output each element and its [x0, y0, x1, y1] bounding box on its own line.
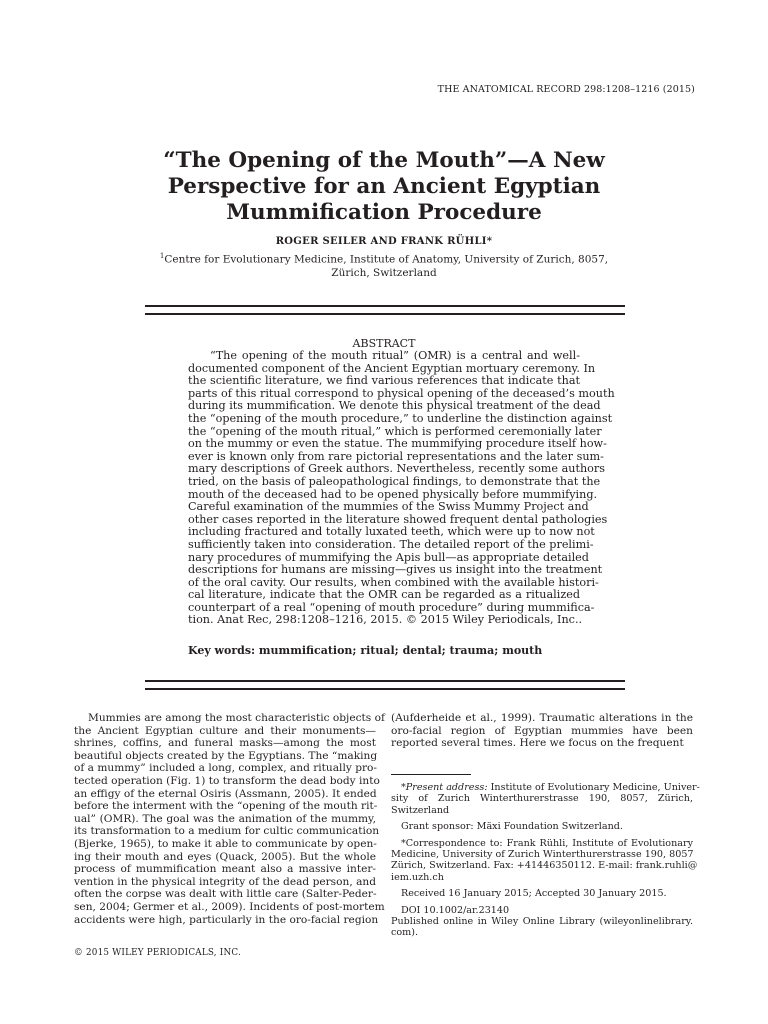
abstract-line: documented component of the Ancient Egyptian mortuary ceremony. In	[188, 361, 596, 375]
affiliation-marker: 1	[159, 252, 165, 260]
footnote-line: Medicine, University of Zurich Winterthurerstrasse 190, 8057	[391, 849, 694, 861]
body-line: vention in the physical integrity of the dead person, and	[74, 875, 376, 888]
footnote-line: Switzerland	[391, 804, 450, 816]
abstract-line: the scientific literature, we find various references that indicate that	[188, 374, 580, 388]
keywords: Key words: mummification; ritual; dental; trauma; mouth	[188, 644, 543, 657]
abstract-line: nary procedures of mummifying the Apis bull—as appropriate detailed	[188, 550, 589, 564]
received-date: Received 16 January 2015; Accepted 30 January 2015.	[401, 888, 667, 900]
title-line: Mummification Procedure	[226, 200, 542, 225]
abstract-line: mary descriptions of Greek authors. Nevertheless, recently some authors	[188, 462, 605, 476]
body-line: (Aufderheide et al., 1999). Traumatic alterations in the	[391, 712, 693, 724]
body-line: shrines, coffins, and funeral masks—among the most	[74, 737, 376, 750]
doi: DOI 10.1002/ar.23140	[401, 904, 510, 916]
abstract-line: the “opening of the mouth ritual,” which is performed ceremonially later	[188, 424, 602, 438]
footnote-rule	[391, 774, 471, 775]
affiliation-text: Centre for Evolutionary Medicine, Institute of Anatomy, University of Zurich, 8057,	[164, 253, 609, 266]
top-rule	[145, 313, 625, 315]
body-line: process of mummification meant also a massive inter-	[74, 863, 376, 876]
affiliation-line: Zürich, Switzerland	[331, 266, 437, 279]
abstract-line: on the mummy or even the statue. The mummifying procedure itself how-	[188, 437, 607, 451]
top-rule	[145, 305, 625, 307]
body-right-column	[391, 712, 693, 750]
copyright: © 2015 WILEY PERIODICALS, INC.	[74, 948, 241, 958]
footnote-line: sity of Zurich Winterthurerstrasse 190, 8057, Zürich,	[391, 793, 693, 805]
body-line: an effigy of the eternal Osiris (Assmann, 2005). It ended	[74, 787, 377, 800]
grant-sponsor: Grant sponsor: Mäxi Foundation Switzerland.	[401, 821, 623, 833]
abstract-line: during its mummification. We denote this physical treatment of the dead	[188, 399, 601, 413]
footnote-line: com).	[391, 927, 419, 939]
present-address-label: Present address:	[405, 782, 488, 793]
authors: ROGER SEILER AND FRANK RÜHLI*	[275, 236, 493, 247]
body-line: beautiful objects created by the Egyptians. The “making	[74, 749, 378, 762]
body-line: before the interment with the “opening of the mouth rit-	[74, 800, 378, 813]
abstract-line: the “opening of the mouth procedure,” to underline the distinction against	[188, 411, 613, 425]
journal-reference: THE ANATOMICAL RECORD 298:1208–1216 (2015)	[437, 84, 695, 95]
abstract-line: mouth of the deceased had to be opened physically before mummifying.	[188, 487, 598, 501]
title-line: Perspective for an Ancient Egyptian	[167, 174, 601, 199]
body-line: sen, 2004; Germer et al., 2009). Incidents of post-mortem	[74, 900, 385, 913]
abstract-line: tion. Anat Rec, 298:1208–1216, 2015. © 2015 Wiley Periodicals, Inc..	[188, 613, 583, 627]
body-line: reported several times. Here we focus on the frequent	[391, 737, 684, 750]
abstract-line: cal literature, indicate that the OMR can be regarded as a ritualized	[188, 588, 580, 602]
body-line: accidents were high, particularly in the oro-facial region	[74, 913, 379, 926]
abstract-body	[188, 349, 615, 627]
body-line: of a mummy” included a long, complex, and ritually pro-	[74, 762, 377, 775]
abstract-line: “The opening of the mouth ritual” (OMR) is a central and well-	[210, 349, 580, 362]
affiliation-line	[0, 250, 768, 267]
abstract-line: tried, on the basis of paleopathological findings, to demonstrate that the	[188, 474, 601, 488]
body-line: ing their mouth and eyes (Quack, 2005). But the whole	[74, 850, 376, 863]
abstract-line: ever is known only from rare pictorial representations and the later sum-	[188, 449, 604, 463]
abstract-line: counterpart of a real “opening of mouth procedure” during mummifica-	[188, 600, 595, 614]
body-line: Mummies are among the most characteristic objects of	[88, 712, 385, 724]
affiliation	[0, 250, 768, 280]
abstract-line: Careful examination of the mummies of the Swiss Mummy Project and	[188, 500, 589, 514]
abstract-line: sufficiently taken into consideration. The detailed report of the prelimi-	[188, 537, 594, 551]
footnote-line: Zürich, Switzerland. Fax: +41446350112. E-mail: frank.ruhli@	[391, 860, 698, 872]
footnotes	[391, 782, 700, 939]
present-address-text: Institute of Evolutionary Medicine, Univer-	[487, 782, 700, 793]
body-line: (Bjerke, 1965), to make it able to communicate by open-	[74, 837, 377, 850]
body-left-column	[74, 712, 385, 926]
footnote-line: *Correspondence to: Frank Rühli, Institute of Evolutionary	[401, 837, 693, 849]
article-title	[0, 148, 768, 226]
footnote-line: Published online in Wiley Online Library (wileyonlinelibrary.	[391, 916, 693, 928]
abstract-line: descriptions for humans are missing—gives us insight into the treatment	[188, 563, 603, 577]
body-line: its transformation to a medium for cultic communication	[74, 825, 380, 838]
title-line: “The Opening of the Mouth”—A New	[163, 148, 605, 173]
body-line: the Ancient Egyptian culture and their monuments—	[74, 724, 376, 737]
footnote-line: iem.uzh.ch	[391, 871, 444, 883]
abstract-heading: ABSTRACT	[352, 337, 416, 350]
body-line: often the corpse was dealt with little care (Salter-Peder-	[74, 888, 377, 901]
abstract-line: parts of this ritual correspond to physical opening of the deceased’s mouth	[188, 386, 615, 400]
bottom-rule	[145, 680, 625, 682]
body-line: ual” (OMR). The goal was the animation of the mummy,	[74, 812, 376, 825]
footnote-line: *Present address: Institute of Evolutionary Medicine, Univer-	[401, 782, 700, 793]
bottom-rule	[145, 688, 625, 690]
abstract-line: other cases reported in the literature showed frequent dental pathologies	[188, 512, 608, 526]
abstract-line: of the oral cavity. Our results, when combined with the available histori-	[188, 575, 599, 589]
body-line: tected operation (Fig. 1) to transform the dead body into	[74, 774, 380, 787]
abstract-line: including fractured and totally luxated teeth, which were up to now not	[188, 525, 595, 539]
body-line: oro-facial region of Egyptian mummies have been	[391, 724, 693, 737]
